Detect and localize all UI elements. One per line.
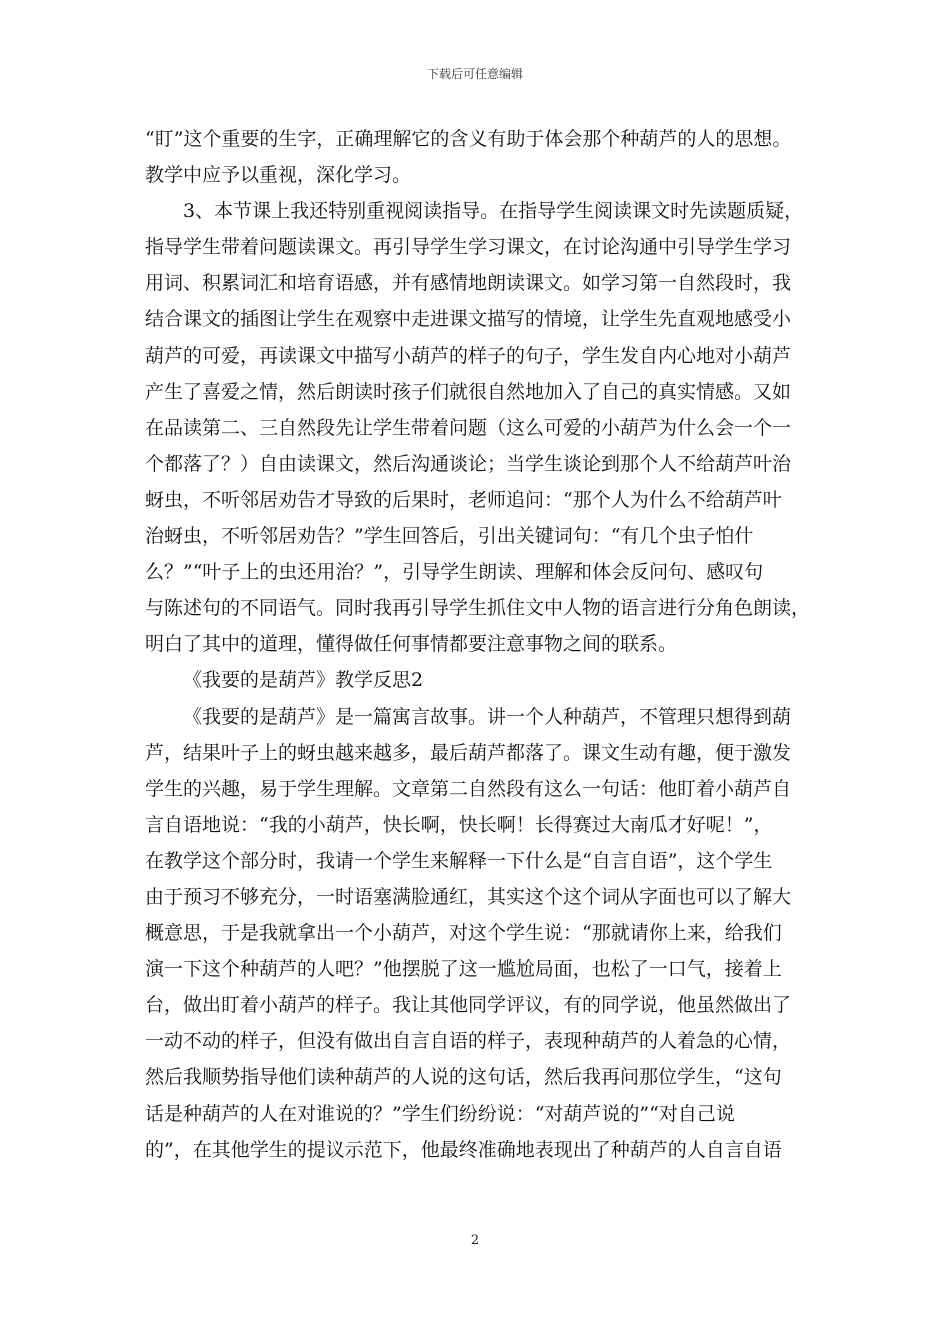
paragraph-line: 蚜虫，不听邻居劝告才导致的后果时，老师追问：“那个人为什么不给葫芦叶 [145, 488, 782, 511]
paragraph-line: 个都落了？）自由读课文，然后沟通谈论；当学生谈论到那个人不给葫芦叶治 [145, 452, 792, 475]
paragraph-line: 与陈述句的不同语气。同时我再引导学生抓住文中人物的语言进行分角色朗读， [145, 597, 811, 620]
paragraph-line: 台，做出盯着小葫芦的样子。我让其他同学评议，有的同学说，他虽然做出了 [145, 994, 792, 1017]
section-heading: 《我要的是葫芦》教学反思2 [183, 669, 424, 692]
document-body [145, 121, 825, 1168]
paragraph-line: 3、本节课上我还特别重视阅读指导。在指导学生阅读课文时先读题质疑， [183, 200, 804, 223]
paragraph-line: 由于预习不够充分，一时语塞满脸通红，其实这个这个词从字面也可以了解大 [145, 885, 792, 908]
paragraph-line: 言自语地说：“我的小葫芦，快长啊，快长啊！长得赛过大南瓜才好呢！”， [145, 813, 773, 836]
paragraph-line: 葫芦的可爱，再读课文中描写小葫芦的样子的句子，学生发自内心地对小葫芦 [145, 344, 792, 367]
paragraph-line: 然后我顺势指导他们读种葫芦的人说的这句话，然后我再问那位学生，“这句 [145, 1066, 782, 1089]
paragraph-line: 在教学这个部分时，我请一个学生来解释一下什么是“自言自语”，这个学生 [145, 849, 773, 872]
paragraph-line: 指导学生带着问题读课文。再引导学生学习课文，在讨论沟通中引导学生学习 [145, 236, 792, 259]
paragraph-line: 结合课文的插图让学生在观察中走进课文描写的情境，让学生先直观地感受小 [145, 308, 792, 331]
paragraph-line: 产生了喜爱之情，然后朗读时孩子们就很自然地加入了自己的真实情感。又如 [145, 380, 792, 403]
page-number: 2 [470, 1233, 480, 1248]
paragraph-line: 一动不动的样子，但没有做出自言自语的样子，表现种葫芦的人着急的心情， [145, 1030, 792, 1053]
paragraph-line: 治蚜虫，不听邻居劝告？”学生回答后，引出关键词句：“有几个虫子怕什 [145, 525, 754, 548]
page-header: 下载后可任意编辑 [426, 67, 523, 81]
paragraph-line: 教学中应予以重视，深化学习。 [145, 164, 412, 187]
paragraph-line: 在品读第二、三自然段先让学生带着问题（这么可爱的小葫芦为什么会一个一 [145, 416, 792, 439]
paragraph-line: 概意思，于是我就拿出一个小葫芦，对这个学生说：“那就请你上来，给我们 [145, 922, 782, 945]
paragraph-line: 么？”“叶子上的虫还用治？”，引导学生朗读、理解和体会反问句、感叹句 [145, 561, 764, 584]
paragraph-line: 明白了其中的道理，懂得做任何事情都要注意事物之间的联系。 [145, 633, 678, 656]
paragraph-line: 芦，结果叶子上的蚜虫越来越多，最后葫芦都落了。课文生动有趣，便于激发 [145, 741, 792, 764]
paragraph-line: “盯”这个重要的生字，正确理解它的含义有助于体会那个种葫芦的人的思想。 [145, 128, 792, 150]
paragraph-line: 演一下这个种葫芦的人吧？”他摆脱了这一尴尬局面，也松了一口气，接着上 [145, 958, 782, 981]
paragraph-line: 用词、积累词汇和培育语感，并有感情地朗读课文。如学习第一自然段时，我 [145, 272, 792, 295]
paragraph-line: 话是种葫芦的人在对谁说的？”学生们纷纷说：“对葫芦说的”“对自己说 [145, 1102, 735, 1125]
paragraph-line: 学生的兴趣，易于学生理解。文章第二自然段有这么一句话：他盯着小葫芦自 [145, 777, 792, 800]
paragraph-line: 《我要的是葫芦》是一篇寓言故事。讲一个人种葫芦，不管理只想得到葫 [183, 705, 792, 728]
paragraph-line: 的”，在其他学生的提议示范下，他最终准确地表现出了种葫芦的人自言自语 [145, 1138, 782, 1161]
